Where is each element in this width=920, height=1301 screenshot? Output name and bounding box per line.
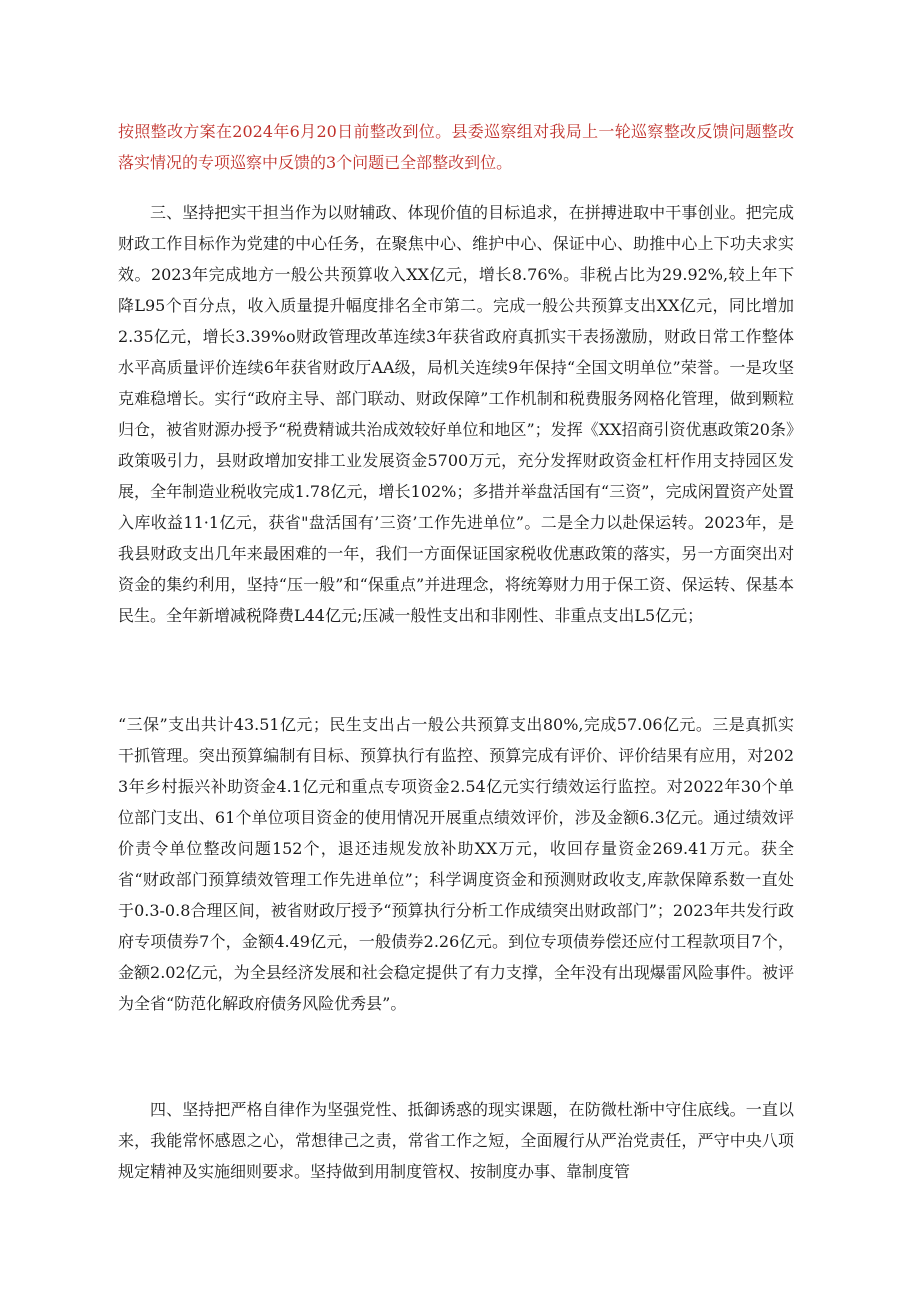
paragraph-section-three: 三、坚持把实干担当作为以财辅政、体现价值的目标追求，在拼搏进取中干事创业。把完成财政工作目标作为党建的中心任务，在聚焦中心、维护中心、保证中心、助推中心上下功夫求实效。2023年完成地方一般公共预算收入XX亿元，增长8.76%。非税占比为29.92%,较上年下降L95个百分点，收入质量提升幅度排名全市第二。完成一般公共预算支出XX亿元，同比增加2.35亿元，增长3.39%o财政管理改革连续3年获省政府真抓实干表扬激励，财政日常工作整体水平高质量评价连续6年获省财政厅AA级，局机关连续9年保持“全国文明单位”荣誉。一是攻坚克难稳增长。实行“政府主导、部门联动、财政保障”工作机制和税费服务网格化管理，做到颗粒归仓，被省财源办授予“税费精诚共治成效较好单位和地区”；发挥《XX招商引资优惠政策20条》政策吸引力，县财政增加安排工业发展资金5700万元，充分发挥财政资金杠杆作用支持园区发展，全年制造业税收完成1.78亿元，增长102%；多措并举盘活国有“三资”，完成闲置资产处置入库收益11·1亿元，获省"盘活国有’三资’工作先进单位”。二是全力以赴保运转。2023年，是我县财政支出几年来最困难的一年，我们一方面保证国家税收优惠政策的落实，另一方面突出对资金的集约利用，坚持“压一般”和“保重点”并进理念，将统筹财力用于保工资、保运转、保基本民生。全年新增减税降费L44亿元;压减一般性支出和非刚性、非重点支出L5亿元； [118, 203, 794, 625]
paragraph-rectification-status: 按照整改方案在2024年6月20日前整改到位。县委巡察组对我局上一轮巡察整改反馈问题整改落实情况的专项巡察中反馈的3个问题已全部整改到位。 [118, 122, 794, 172]
paragraph-section-three-continued: “三保”支出共计43.51亿元；民生支出占一般公共预算支出80%,完成57.06亿元。三是真抓实干抓管理。突出预算编制有目标、预算执行有监控、预算完成有评价、评价结果有应用，对2023年乡村振兴补助资金4.1亿元和重点专项资金2.54亿元实行绩效运行监控。对2022年30个单位部门支出、61个单位项目资金的使用情况开展重点绩效评价，涉及金额6.3亿元。通过绩效评价责令单位整改问题152个，退还违规发放补助XX万元，收回存量资金269.41万元。获全省“财政部门预算绩效管理工作先进单位”；科学调度资金和预测财政收支,库款保障系数一直处于0.3-0.8合理区间，被省财政厅授予“预算执行分析工作成绩突出财政部门”；2023年共发行政府专项债券7个，金额4.49亿元，一般债券2.26亿元。到位专项债券偿还应付工程款项目7个，金额2.02亿元，为全县经济发展和社会稳定提供了有力支撑，全年没有出现爆雷风险事件。被评为全省“防范化解政府债务风险优秀县”。 [118, 715, 794, 1013]
paragraph-section-four: 四、坚持把严格自律作为坚强党性、抵御诱惑的现实课题，在防微杜渐中守住底线。一直以来，我能常怀感恩之心，常想律己之责，常省工作之短，全面履行从严治党责任，严守中央八项规定精神及实施细则要求。坚持做到用制度管权、按制度办事、靠制度管 [118, 1100, 794, 1181]
